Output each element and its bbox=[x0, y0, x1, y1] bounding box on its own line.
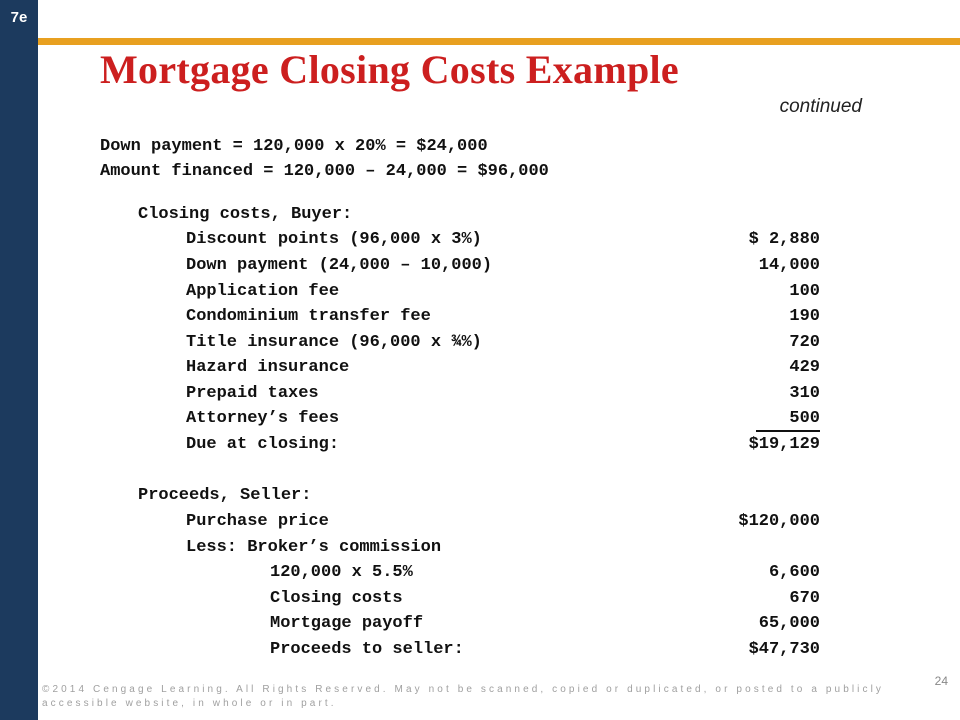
seller-total-amount: $47,730 bbox=[748, 640, 820, 659]
buyer-total-amount: $19,129 bbox=[748, 435, 820, 454]
seller-deduction-label: Mortgage payoff bbox=[270, 614, 424, 633]
buyer-total-label: Due at closing: bbox=[186, 435, 340, 454]
buyer-item-amount: 310 bbox=[789, 384, 820, 403]
buyer-item-label: Discount points (96,000 x 3%) bbox=[186, 230, 482, 249]
slide-number: 24 bbox=[934, 674, 948, 688]
buyer-item-label: Attorney’s fees bbox=[186, 409, 340, 428]
purchase-price-amount: $120,000 bbox=[738, 512, 820, 531]
header-rule bbox=[38, 38, 960, 45]
seller-total-label: Proceeds to seller: bbox=[270, 640, 464, 659]
buyer-heading: Closing costs, Buyer: bbox=[138, 205, 353, 224]
seller-deduction-amount: 65,000 bbox=[758, 614, 820, 633]
copyright-notice: ©2014 Cengage Learning. All Rights Reserved. May not be scanned, copied or duplicated, or posted to a publicly accessible website, in whole or in part. bbox=[42, 684, 885, 709]
subtotal-rule bbox=[756, 430, 820, 432]
edition-badge: 7e bbox=[10, 9, 28, 26]
buyer-item-amount: 500 bbox=[789, 409, 820, 428]
seller-deduction-label: Closing costs bbox=[270, 589, 403, 608]
buyer-item-amount: $ 2,880 bbox=[748, 230, 820, 249]
buyer-item-amount: 720 bbox=[789, 333, 820, 352]
buyer-item-label: Title insurance (96,000 x ¾%) bbox=[186, 333, 482, 352]
buyer-item-label: Prepaid taxes bbox=[186, 384, 319, 403]
seller-deduction-amount: 670 bbox=[789, 589, 820, 608]
amount-financed-calc: Amount financed = 120,000 – 24,000 = $96,000 bbox=[100, 162, 549, 181]
buyer-item-amount: 190 bbox=[789, 307, 820, 326]
purchase-price-label: Purchase price bbox=[186, 512, 329, 531]
down-payment-calc: Down payment = 120,000 x 20% = $24,000 bbox=[100, 137, 488, 156]
seller-deduction-label: 120,000 x 5.5% bbox=[270, 563, 413, 582]
slide-subtitle: continued bbox=[779, 96, 862, 117]
seller-deduction-amount: 6,600 bbox=[768, 563, 820, 582]
buyer-item-amount: 14,000 bbox=[758, 256, 820, 275]
buyer-item-label: Hazard insurance bbox=[186, 358, 350, 377]
buyer-item-label: Application fee bbox=[186, 282, 340, 301]
buyer-item-amount: 429 bbox=[789, 358, 820, 377]
slide-title: Mortgage Closing Costs Example bbox=[100, 47, 679, 92]
seller-heading: Proceeds, Seller: bbox=[138, 486, 312, 505]
less-commission-label: Less: Broker’s commission bbox=[186, 538, 442, 557]
buyer-item-label: Condominium transfer fee bbox=[186, 307, 431, 326]
buyer-item-label: Down payment (24,000 – 10,000) bbox=[186, 256, 493, 275]
sidebar-band bbox=[0, 0, 38, 720]
buyer-item-amount: 100 bbox=[789, 282, 820, 301]
